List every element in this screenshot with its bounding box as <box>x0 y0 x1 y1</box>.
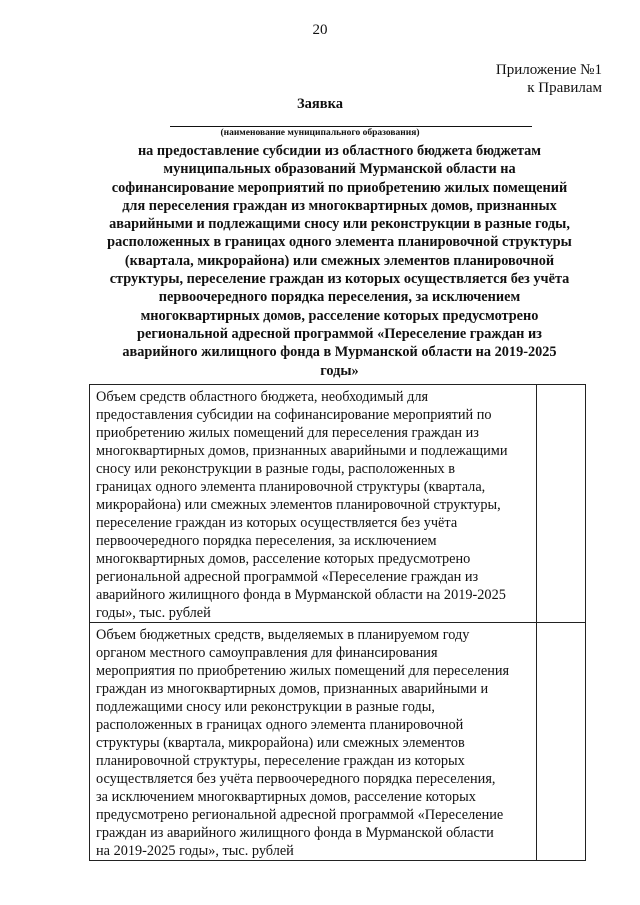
row-text-line: структуры (квартала, микрорайона) или смежных элементов <box>96 735 465 751</box>
row-text-line: предоставления субсидии на софинансирование мероприятий по <box>96 407 492 423</box>
row-text-line: приобретению жилых помещений для переселения граждан из <box>96 425 479 441</box>
row-text-line: переселение граждан из которых осуществляется без учёта <box>96 515 458 531</box>
heading-line: годы» <box>320 362 359 379</box>
table-row <box>90 623 586 861</box>
row-text-line: аварийного жилищного фонда в Мурманской области на 2019-2025 <box>96 587 506 603</box>
heading-line: (квартала, микрорайона) или смежных элементов планировочной <box>124 252 555 269</box>
heading-line: софинансирование мероприятий по приобретению жилых помещений <box>111 179 568 196</box>
heading-line: на предоставление субсидии из областного бюджета бюджетам <box>137 143 542 159</box>
heading-line: расположенных в границах одного элемента планировочной структуры <box>107 234 572 251</box>
row-text-line: органом местного самоуправления для финансирования <box>96 645 438 661</box>
application-form-table <box>89 384 586 861</box>
heading-line: аварийными и подлежащими сносу или реконструкции в разные годы, <box>109 216 570 233</box>
appendix-line-2: к Правилам <box>527 80 602 96</box>
row-text-line: границах одного элемента планировочной структуры (квартала, <box>96 479 486 495</box>
row-text-line: граждан из аварийного жилищного фонда в Мурманской области <box>96 825 494 841</box>
row-text-line: региональной адресной программой «Переселение граждан из <box>96 569 479 585</box>
row-text-line: граждан из многоквартирных домов, признанных аварийными и <box>96 681 489 697</box>
row-text-line: подлежащими сносу или реконструкции в разные годы, <box>96 699 435 715</box>
heading-line: региональной адресной программой «Переселение граждан из <box>137 325 542 342</box>
heading-line: для переселения граждан из многоквартирных домов, признанных <box>122 197 557 214</box>
row-text-line: годы», тыс. рублей <box>96 605 211 621</box>
row-text-line: многоквартирных домов, расселение которых предусмотрено <box>96 551 471 567</box>
table-row <box>90 385 586 623</box>
appendix-line-1: Приложение №1 <box>495 62 602 78</box>
municipality-caption: (наименование муниципального образования) <box>220 128 420 138</box>
heading-line: структуры, переселение граждан из которых осуществляется без учёта <box>109 271 570 288</box>
row-text-line: планировочной структуры, переселение граждан из которых <box>96 753 465 769</box>
heading-line: муниципальных образований Мурманской области на <box>163 161 516 178</box>
row-text-line: осуществляется без учёта первоочередного порядка переселения, <box>96 771 496 787</box>
heading-line: первоочередного порядка переселения, за исключением <box>158 289 521 306</box>
row-text-line: расположенных в границах одного элемента планировочной <box>96 717 464 733</box>
row-text-line: предусмотрено региональной адресной программой «Переселение <box>96 807 504 823</box>
row-value-regional-budget[interactable] <box>537 385 586 623</box>
page-number: 20 <box>312 22 328 38</box>
row-text-line: первоочередного порядка переселения, за исключением <box>96 533 437 549</box>
heading-line: аварийного жилищного фонда в Мурманской области на 2019-2025 <box>122 344 557 361</box>
row-text-line: на 2019-2025 годы», тыс. рублей <box>96 843 294 859</box>
row-text-line: Объем средств областного бюджета, необходимый для <box>96 389 429 405</box>
row-text-line: микрорайона) или смежных элементов планировочной структуры, <box>96 497 501 513</box>
row-text-line: за исключением многоквартирных домов, расселение которых <box>96 789 476 805</box>
row-description-local-budget <box>90 623 537 861</box>
appendix-note <box>496 61 602 97</box>
heading-line: многоквартирных домов, расселение которых предусмотрено <box>140 307 539 324</box>
row-text-line: многоквартирных домов, признанных аварийными и подлежащими <box>96 443 508 459</box>
row-text-line: сносу или реконструкции в разные годы, расположенных в <box>96 461 455 477</box>
row-description-regional-budget <box>90 385 537 623</box>
row-text-line: Объем бюджетных средств, выделяемых в планируемом году <box>96 627 470 643</box>
municipality-blank-line <box>170 126 532 127</box>
row-text-line: мероприятия по приобретению жилых помещений для переселения <box>96 663 510 679</box>
row-value-local-budget[interactable] <box>537 623 586 861</box>
document-title: Заявка <box>297 96 343 112</box>
application-heading <box>72 142 607 380</box>
